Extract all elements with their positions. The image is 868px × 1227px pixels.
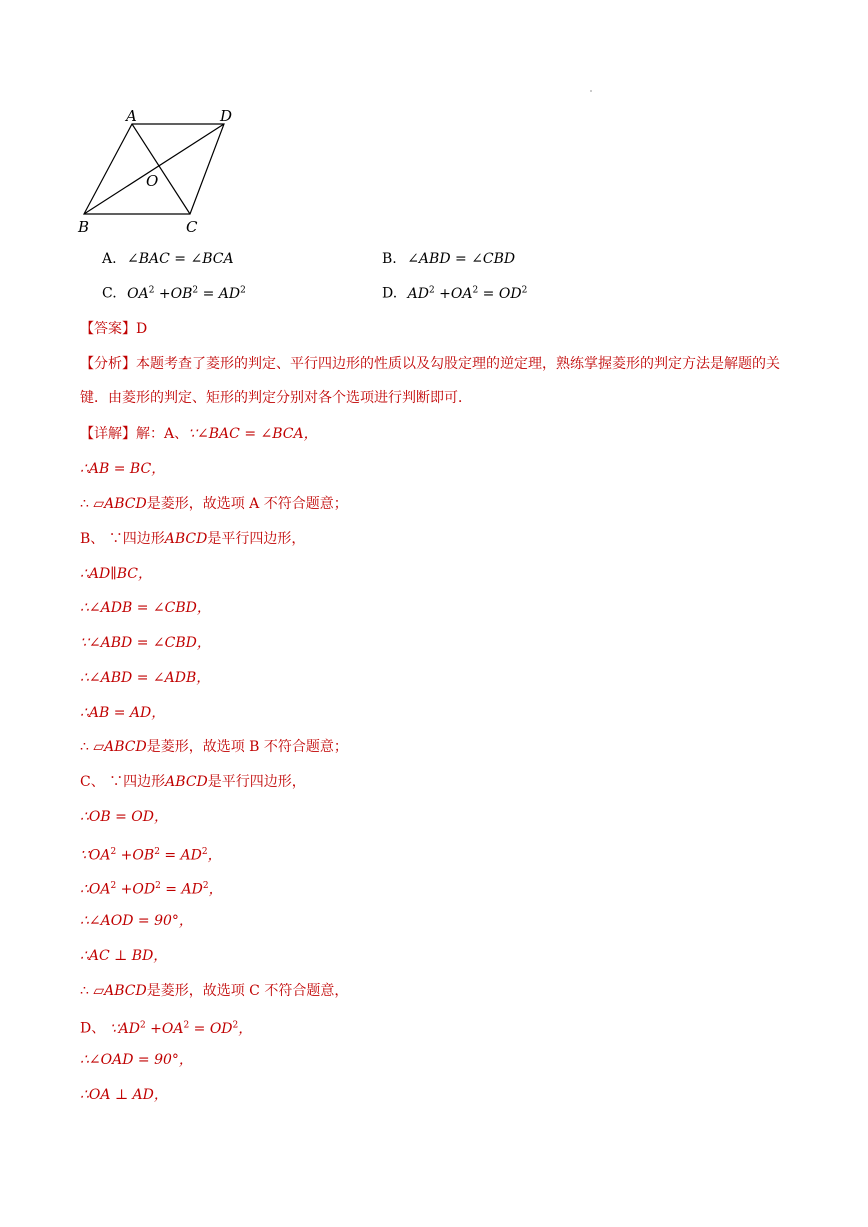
detail-line-15: ∴∠AOD = 90°， — [80, 913, 193, 929]
detail-line-18 — [80, 1015, 252, 1039]
diagonal-bd — [84, 124, 224, 214]
detail-line-9: ∴AB = AD， — [80, 705, 166, 721]
detail-heading: 【详解】解：A、 — [80, 426, 189, 442]
label-c: C — [186, 218, 198, 236]
detail-line-3 — [80, 494, 348, 514]
detail-line-19: ∴∠OAD = 90°， — [80, 1052, 193, 1068]
detail-line-10-a: ∴ ▱ — [80, 739, 105, 755]
option-a — [102, 251, 234, 267]
detail-line-13: $\because OA^2 +OB^2 = AD^2$， — [80, 847, 222, 864]
analysis-paragraph: 【分析】本题考查了菱形的判定、平行四边形的性质以及勾股定理的逆定理，熟练掌握菱形的判定方法是解题的关键．由菱形的判定、矩形的判定分别对各个选项进行判断即可． — [80, 356, 780, 406]
detail-line-18-math: $\because AD^2 +OA^2 = OD^2$， — [109, 1020, 253, 1037]
detail-line-12: ∴OB = OD， — [80, 809, 169, 825]
detail-line-10-b: ABCD — [104, 739, 147, 755]
option-c-prefix: C. — [102, 285, 117, 302]
detail-line-8: ∴∠ABD = ∠ADB， — [80, 670, 211, 686]
detail-line-2: ∴AB = BC， — [80, 461, 166, 477]
option-b — [382, 251, 515, 267]
detail-line-3-c: 是菱形，故选项 A 不符合题意； — [146, 496, 348, 512]
detail-line-11-b: ABCD — [165, 774, 208, 790]
detail-line-14: $\therefore OA^2 +OD^2 = AD^2$， — [80, 881, 223, 898]
detail-line-3-b: ABCD — [104, 496, 147, 512]
option-d — [382, 285, 527, 302]
detail-line-1 — [80, 424, 318, 444]
detail-line-17 — [80, 981, 348, 1001]
detail-line-16: ∴AC ⊥ BD， — [80, 948, 168, 964]
detail-line-4-b: ABCD — [164, 531, 208, 547]
option-c — [102, 285, 246, 302]
option-a-prefix: A. — [102, 251, 117, 267]
label-a: A — [126, 107, 137, 125]
option-d-prefix: D. — [382, 285, 398, 302]
option-b-math: ∠ABD = ∠CBD — [407, 251, 516, 267]
detail-line-10 — [80, 737, 348, 757]
detail-line-17-c: 是菱形，故选项 C 不符合题意， — [146, 983, 349, 999]
detail-line-10-c: 是菱形，故选项 B 不符合题意； — [146, 739, 348, 755]
detail-line-5: ∴AD∥BC， — [80, 566, 152, 582]
option-c-math: $OA^2 +OB^2 = AD^2$ — [127, 285, 246, 302]
rhombus-figure — [76, 104, 246, 236]
option-d-math: $AD^2 +OA^2 = OD^2$ — [407, 285, 528, 302]
option-a-math: ∠BAC = ∠BCA — [127, 251, 234, 267]
option-b-prefix: B. — [382, 251, 397, 267]
detail-line-7: ∵∠ABD = ∠CBD， — [80, 635, 211, 651]
stray-dot — [590, 90, 592, 92]
detail-line-11-a: C、 ∵四边形 — [80, 774, 166, 790]
detail-line-1-math: ∵∠BAC = ∠BCA， — [188, 426, 318, 442]
label-d: D — [220, 107, 233, 125]
detail-line-4-a: B、 ∵四边形 — [80, 531, 165, 547]
detail-line-4 — [80, 529, 305, 549]
detail-line-17-b: ABCD — [104, 983, 147, 999]
detail-line-11-c: 是平行四边形， — [207, 774, 306, 790]
detail-line-6: ∴∠ADB = ∠CBD， — [80, 600, 211, 616]
detail-line-3-a: ∴ ▱ — [80, 496, 105, 512]
detail-line-4-c: 是平行四边形， — [207, 531, 306, 547]
answer-line: 【答案】D — [80, 321, 148, 337]
diagonal-ac — [132, 124, 190, 214]
detail-line-17-a: ∴ ▱ — [80, 983, 105, 999]
label-b: B — [78, 218, 90, 236]
label-o: O — [146, 172, 159, 190]
detail-line-11 — [80, 772, 306, 792]
detail-line-20: ∴OA ⊥ AD， — [80, 1087, 168, 1103]
detail-line-18-a: D、 — [80, 1020, 110, 1037]
